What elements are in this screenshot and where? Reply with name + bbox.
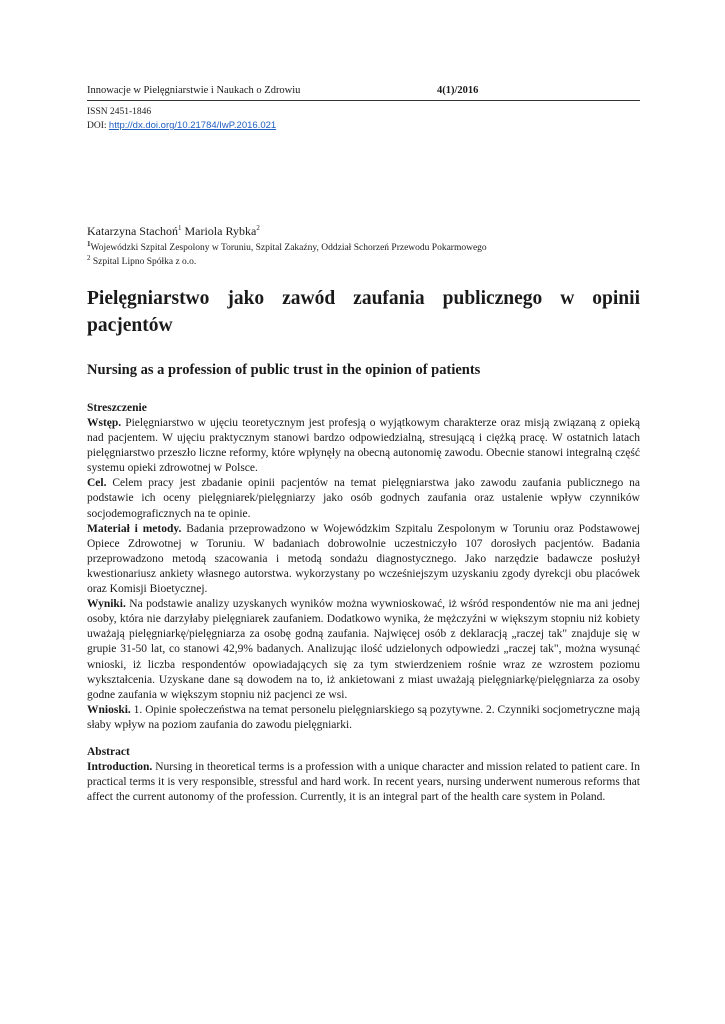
- paragraph-body: Na podstawie analizy uzyskanych wyników można wywnioskować, iż wśród respondentów nie ma ani jednej osoby, która nie darzyłaby pielęgniarek zaufaniem. Dodatkowo wynika, że mężczyźni w większym stopniu niż kobiety uważają pielęgniarkę/pielęgniarza za osobę godną zaufania. Najwięcej osób z deklaracją „raczej tak" znajduje się w grupie 31-50 lat, co stanowi 42,9% badanych. Analizując ilość udzielonych odpowiedzi „raczej tak", można wysunąć wnioski, iż liczba respondentów opowiadających się za tym stwierdzeniem rośnie wraz ze wzrostem poziomu wykształcenia. Uzyskane dane są dowodem na to, iż ankietowani z miast uważają pielęgniarkę/pielęgniarza za osoby godne zaufania w większym stopniu niż pacjenci ze wsi.: [87, 598, 640, 701]
- paragraph-body: Pielęgniarstwo w ujęciu teoretycznym jest profesją o wyjątkowym charakterze oraz misją związaną z opieką nad pacjentem. W ujęciu praktycznym stanowi bardzo odpowiedzialną, stresującą i ciężką pracę. W ostatnich latach pielęgniarstwo przeszło liczne reformy, które wpłynęły na obecną autonomię zawodu. Obecnie stanowi integralną część systemu opieki zdrowotnej w Polsce.: [87, 417, 640, 475]
- running-header: [87, 84, 640, 101]
- affiliation-text: Szpital Lipno Spółka z o.o.: [92, 257, 197, 267]
- streszczenie-paragraph-wstep: [87, 416, 640, 476]
- paragraph-lead: Introduction.: [87, 760, 153, 773]
- paragraph-body: Nursing in theoretical terms is a profession with a unique character and mission related to patient care. In practical terms it is very responsible, stressful and hard work. In recent years, nursing underwent numerous reforms that affect the current autonomy of the profession. Currently, it is an integral part of the health care system in Poland.: [87, 760, 640, 804]
- issn: ISSN 2451-1846: [87, 107, 152, 117]
- article-page: [87, 84, 640, 805]
- affiliation: [87, 255, 640, 269]
- author-name: Katarzyna Stachoń: [87, 224, 178, 238]
- affiliation-number: 1: [87, 239, 91, 248]
- author-list: [87, 223, 640, 239]
- journal-name: Innowacje w Pielęgniarstwie i Naukach o Zdrowiu: [87, 85, 301, 96]
- paragraph-lead: Wyniki.: [87, 598, 126, 611]
- streszczenie-paragraph-wyniki: [87, 597, 640, 703]
- streszczenie-paragraph-metody: [87, 522, 640, 597]
- affiliation-number: 2: [87, 253, 91, 262]
- affiliation-text: Wojewódzki Szpital Zespolony w Toruniu, Szpital Zakaźny, Oddział Schorzeń Przewodu Pokarmowego: [90, 243, 487, 253]
- abstract-heading: Abstract: [87, 745, 130, 758]
- affiliation: [87, 241, 640, 255]
- author-name: Mariola Rybka: [184, 224, 257, 238]
- abstract-paragraph-introduction: [87, 760, 640, 805]
- streszczenie-paragraph-cel: [87, 476, 640, 521]
- author-affiliation-mark: 1: [177, 224, 182, 232]
- paragraph-lead: Wstęp.: [87, 417, 122, 429]
- doi-link[interactable]: http://dx.doi.org/10.21784/IwP.2016.021: [108, 120, 277, 131]
- paragraph-body: 1. Opinie społeczeństwa na temat personelu pielęgniarskiego są pozytywne. 2. Czynniki socjometryczne mają słaby wpływ na poziom zaufania do zawodu pielęgniarki.: [87, 703, 640, 731]
- paragraph-lead: Cel.: [87, 477, 107, 490]
- paragraph-body: Celem pracy jest zbadanie opinii pacjentów na temat pielęgniarstwa jako zawodu zaufania publicznego na podstawie ich oceny pielęgniarek/pielęgniarzy jako osób godnych zaufania oraz ustalenie wpływ czynników socjodemograficznych na te opinie.: [87, 477, 640, 520]
- article-title-polish: Pielęgniarstwo jako zawód zaufania publicznego w opinii pacjentów: [87, 288, 640, 336]
- doi-line: [87, 119, 640, 133]
- doi-label: DOI:: [87, 121, 107, 131]
- paragraph-lead: Wnioski.: [87, 703, 131, 716]
- paragraph-body: Badania przeprowadzono w Wojewódzkim Szpitalu Zespolonym w Toruniu oraz Podstawowej Opiece Zdrowotnej w Toruniu. W badaniach dobrowolnie uczestniczyło 107 dorosłych pacjentów. Badania przeprowadzono metodą szacowania i metodą sondażu diagnostycznego. Jako narzędzie badawcze posłużył kwestionariusz ankiety własnego autorstwa. wykorzystany po wcześniejszym uzyskaniu zgody dyrekcji obu placówek oraz Komisji Bioetycznej.: [87, 522, 640, 596]
- article-title-english: Nursing as a profession of public trust in the opinion of patients: [87, 362, 481, 378]
- paragraph-lead: Materiał i metody.: [87, 522, 182, 535]
- issue-number: 4(1)/2016: [437, 85, 479, 96]
- streszczenie-paragraph-wnioski: [87, 703, 640, 733]
- author-affiliation-mark: 2: [256, 224, 260, 232]
- streszczenie-heading: Streszczenie: [87, 402, 147, 414]
